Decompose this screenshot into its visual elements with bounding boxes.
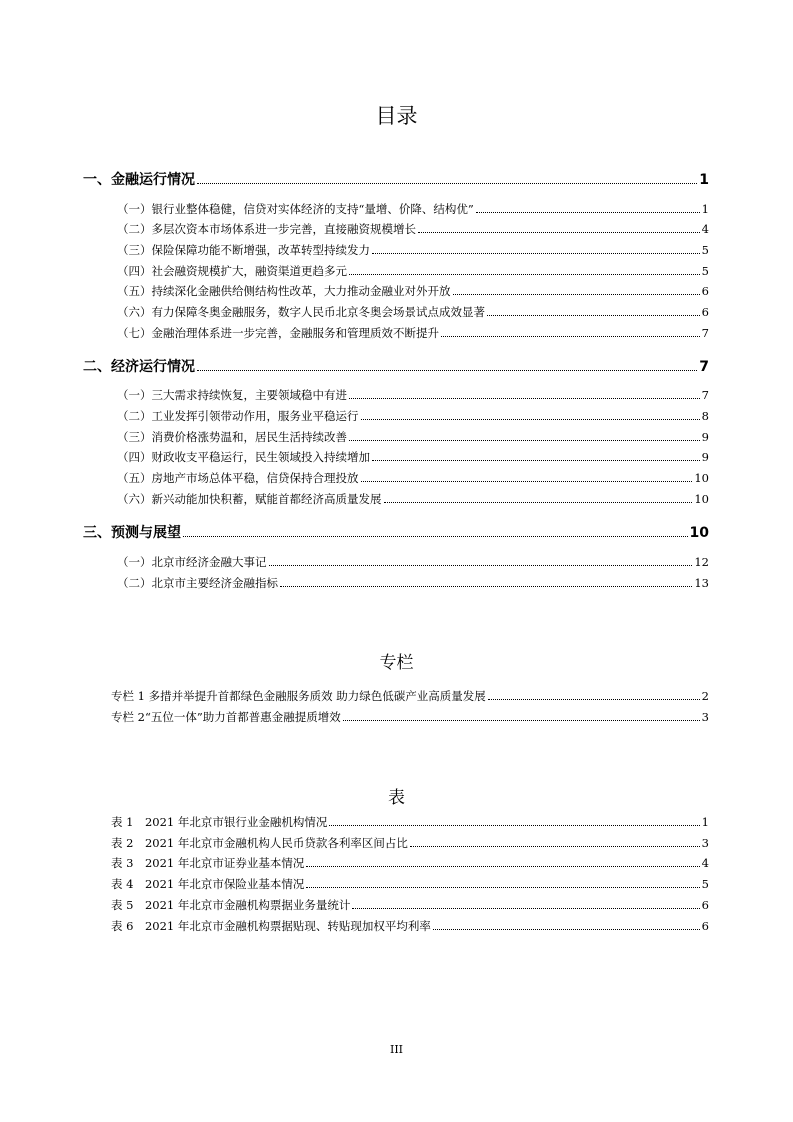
toc-entry-2-2[interactable]	[117, 411, 709, 423]
leader-dots	[280, 585, 692, 587]
table-entry-page: 6	[701, 919, 709, 933]
toc-entry-label: （四）社会融资规模扩大，融资渠道更趋多元	[117, 264, 347, 278]
table-entry-label: 表 5 2021 年北京市金融机构票据业务量统计	[111, 898, 351, 912]
leader-dots	[306, 865, 699, 867]
toc-entry-1-2[interactable]	[117, 224, 709, 236]
table-entry-4[interactable]	[111, 879, 709, 891]
toc-entry-page: 9	[701, 430, 709, 444]
toc-entry-label: （一）北京市经济金融大事记	[117, 555, 267, 569]
column-entry-page: 2	[701, 689, 709, 703]
leader-dots	[306, 886, 699, 888]
table-entry-5[interactable]	[111, 900, 709, 912]
toc-entry-3-2[interactable]	[117, 578, 709, 590]
toc-entry-page: 8	[701, 409, 709, 423]
toc-entry-page: 7	[701, 326, 709, 340]
toc-entry-page: 12	[694, 555, 709, 569]
leader-dots	[453, 293, 700, 295]
toc-entry-label: （六）新兴动能加快积蓄，赋能首都经济高质量发展	[117, 492, 382, 506]
toc-entry-label: （二）北京市主要经济金融指标	[117, 576, 278, 590]
column-entry-1[interactable]	[111, 691, 709, 703]
leader-dots	[441, 335, 700, 337]
leader-dots	[329, 824, 699, 826]
table-entry-label: 表 3 2021 年北京市证券业基本情况	[111, 856, 305, 870]
toc-entry-page: 7	[701, 388, 709, 402]
toc-entry-1-3[interactable]	[117, 245, 709, 257]
toc-entry-1-1[interactable]	[117, 204, 709, 216]
toc-entry-1-4[interactable]	[117, 266, 709, 278]
table-entry-page: 6	[701, 898, 709, 912]
leader-dots	[197, 369, 697, 371]
toc-title: 目录	[375, 104, 418, 128]
table-entry-page: 1	[701, 815, 709, 829]
column-entry-label: 专栏 1 多措并举提升首都绿色金融服务质效 助力绿色低碳产业高质量发展	[111, 689, 486, 703]
column-entry-page: 3	[701, 710, 709, 724]
table-entry-label: 表 6 2021 年北京市金融机构票据贴现、转贴现加权平均利率	[111, 919, 431, 933]
tables-title: 表	[388, 788, 405, 808]
leader-dots	[488, 698, 700, 700]
leader-dots	[183, 535, 688, 537]
toc-entry-label: 二、经济运行情况	[83, 359, 195, 375]
leader-dots	[352, 907, 699, 909]
toc-entry-page: 6	[701, 284, 709, 298]
toc-entry-page: 10	[689, 525, 709, 541]
leader-dots	[349, 397, 700, 399]
toc-entry-label: 一、金融运行情况	[83, 172, 195, 188]
toc-entry-2-1[interactable]	[117, 390, 709, 402]
toc-entry-label: （三）消费价格涨势温和，居民生活持续改善	[117, 430, 347, 444]
toc-entry-label: （二）多层次资本市场体系进一步完善，直接融资规模增长	[117, 222, 416, 236]
table-entry-2[interactable]	[111, 838, 709, 850]
toc-entry-2-3[interactable]	[117, 432, 709, 444]
toc-entry-label: 三、预测与展望	[83, 525, 181, 541]
toc-entry-page: 1	[701, 202, 709, 216]
table-entry-page: 4	[701, 856, 709, 870]
toc-entry-label: （三）保险保障功能不断增强，改革转型持续发力	[117, 243, 370, 257]
leader-dots	[410, 845, 700, 847]
columns-title: 专栏	[379, 653, 414, 673]
toc-entry-2-5[interactable]	[117, 473, 709, 485]
leader-dots	[487, 314, 700, 316]
toc-entry-label: （四）财政收支平稳运行，民生领域投入持续增加	[117, 450, 370, 464]
table-entry-label: 表 1 2021 年北京市银行业金融机构情况	[111, 815, 328, 829]
toc-entry-page: 9	[701, 450, 709, 464]
leader-dots	[433, 928, 700, 930]
leader-dots	[349, 439, 700, 441]
toc-section-1[interactable]	[83, 173, 709, 187]
toc-entry-page: 10	[694, 471, 709, 485]
toc-entry-page: 5	[701, 264, 709, 278]
leader-dots	[476, 211, 700, 213]
toc-entry-label: （二）工业发挥引领带动作用，服务业平稳运行	[117, 409, 359, 423]
toc-entry-page: 10	[694, 492, 709, 506]
leader-dots	[269, 564, 693, 566]
leader-dots	[372, 252, 700, 254]
toc-entry-page: 13	[694, 576, 709, 590]
toc-entry-page: 5	[701, 243, 709, 257]
toc-entry-label: （五）持续深化金融供给侧结构性改革，大力推动金融业对外开放	[117, 284, 451, 298]
leader-dots	[349, 273, 700, 275]
toc-entry-page: 6	[701, 305, 709, 319]
leader-dots	[418, 231, 700, 233]
toc-entry-page: 7	[699, 359, 709, 375]
toc-entry-label: （六）有力保障冬奥金融服务，数字人民币北京冬奥会场景试点成效显著	[117, 305, 485, 319]
column-entry-2[interactable]	[111, 712, 709, 724]
toc-entry-3-1[interactable]	[117, 557, 709, 569]
table-entry-1[interactable]	[111, 817, 709, 829]
toc-entry-label: （五）房地产市场总体平稳，信贷保持合理投放	[117, 471, 359, 485]
column-entry-label: 专栏 2“五位一体”助力首都普惠金融提质增效	[111, 710, 341, 724]
table-entry-6[interactable]	[111, 921, 709, 933]
table-entry-label: 表 2 2021 年北京市金融机构人民币贷款各利率区间占比	[111, 836, 408, 850]
leader-dots	[197, 182, 697, 184]
toc-entry-label: （一）银行业整体稳健，信贷对实体经济的支持“量增、价降、结构优”	[117, 202, 474, 216]
toc-entry-page: 1	[699, 172, 709, 188]
toc-entry-page: 4	[701, 222, 709, 236]
toc-entry-1-7[interactable]	[117, 328, 709, 340]
toc-entry-2-6[interactable]	[117, 494, 709, 506]
toc-section-2[interactable]	[83, 360, 709, 374]
toc-entry-1-5[interactable]	[117, 286, 709, 298]
page-number: III	[389, 1043, 404, 1056]
toc-entry-2-4[interactable]	[117, 452, 709, 464]
toc-entry-1-6[interactable]	[117, 307, 709, 319]
leader-dots	[343, 719, 700, 721]
leader-dots	[361, 418, 700, 420]
table-entry-label: 表 4 2021 年北京市保险业基本情况	[111, 877, 305, 891]
table-entry-page: 5	[701, 877, 709, 891]
toc-section-3[interactable]	[83, 526, 709, 540]
toc-entry-label: （一）三大需求持续恢复，主要领域稳中有进	[117, 388, 347, 402]
leader-dots	[384, 501, 693, 503]
leader-dots	[372, 459, 700, 461]
toc-entry-label: （七）金融治理体系进一步完善，金融服务和管理质效不断提升	[117, 326, 439, 340]
table-entry-3[interactable]	[111, 858, 709, 870]
table-entry-page: 3	[701, 836, 709, 850]
leader-dots	[361, 480, 693, 482]
